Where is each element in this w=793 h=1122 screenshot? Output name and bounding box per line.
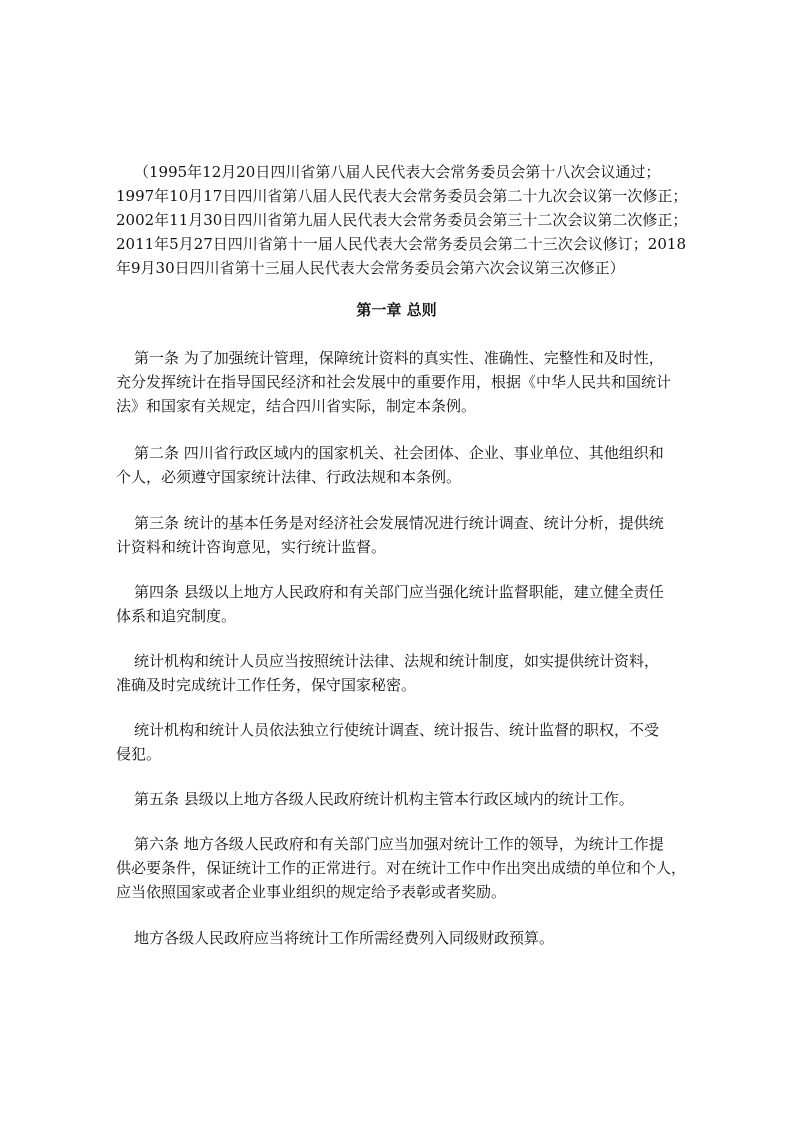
article-4 [116, 580, 696, 628]
article-line: 统计机构和统计人员依法独立行使统计调查、统计报告、统计监督的职权，不受 [134, 721, 660, 739]
article-6 [116, 832, 696, 904]
article-line: 法》和国家有关规定，结合四川省实际，制定本条例。 [116, 397, 477, 415]
article-line: 计资料和统计咨询意见，实行统计监督。 [116, 538, 387, 556]
article-3 [116, 511, 696, 559]
article-line: 第五条 县级以上地方各级人民政府统计机构主管本行政区域内的统计工作。 [134, 790, 634, 808]
preamble-line: （1995年12月20日四川省第八届人民代表大会常务委员会第十八次会议通过； [134, 163, 661, 181]
article-line: 第六条 地方各级人民政府和有关部门应当加强对统计工作的领导，为统计工作提 [134, 835, 664, 853]
preamble-line: 1997年10月17日四川省第八届人民代表大会常务委员会第二十九次会议第一次修正； [116, 187, 688, 205]
article-line: 地方各级人民政府应当将统计工作所需经费列入同级财政预算。 [134, 929, 555, 947]
article-line: 第三条 统计的基本任务是对经济社会发展情况进行统计调查、统计分析，提供统 [134, 514, 664, 532]
article-line: 充分发挥统计在指导国民经济和社会发展中的重要作用，根据《中华人民共和国统计 [116, 373, 672, 391]
article-line: 供必要条件，保证统计工作的正常进行。对在统计工作中作出突出成绩的单位和个人， [116, 859, 687, 877]
article-line: 个人，必须遵守国家统计法律、行政法规和本条例。 [116, 468, 462, 486]
article-5 [116, 787, 696, 811]
article-4-paragraph-2 [116, 649, 696, 697]
article-line: 准确及时完成统计工作任务，保守国家秘密。 [116, 676, 417, 694]
article-6-paragraph-2 [116, 926, 696, 950]
preamble-line: 2011年5月27日四川省第十一届人民代表大会常务委员会第二十三次会议修订；2018 [116, 235, 686, 253]
chapter-title: 第一章 总则 [356, 301, 437, 319]
article-line: 统计机构和统计人员应当按照统计法律、法规和统计制度，如实提供统计资料， [134, 652, 660, 670]
article-4-paragraph-3 [116, 718, 696, 766]
article-line: 应当依照国家或者企业事业组织的规定给予表彰或者奖励。 [116, 883, 507, 901]
preamble-line: 2002年11月30日四川省第九届人民代表大会常务委员会第三十二次会议第二次修正； [116, 211, 688, 229]
article-line: 第一条 为了加强统计管理，保障统计资料的真实性、准确性、完整性和及时性， [134, 349, 664, 367]
article-2 [116, 441, 696, 489]
article-1 [116, 346, 696, 418]
preamble-line: 年9月30日四川省第十三届人民代表大会常务委员会第六次会议第三次修正） [116, 259, 625, 277]
amendment-history [116, 160, 696, 280]
article-line: 侵犯。 [116, 745, 162, 763]
article-line: 体系和追究制度。 [116, 607, 237, 625]
article-line: 第四条 县级以上地方人民政府和有关部门应当强化统计监督职能，建立健全责任 [134, 583, 664, 601]
article-line: 第二条 四川省行政区域内的国家机关、社会团体、企业、事业单位、其他组织和 [134, 444, 664, 462]
